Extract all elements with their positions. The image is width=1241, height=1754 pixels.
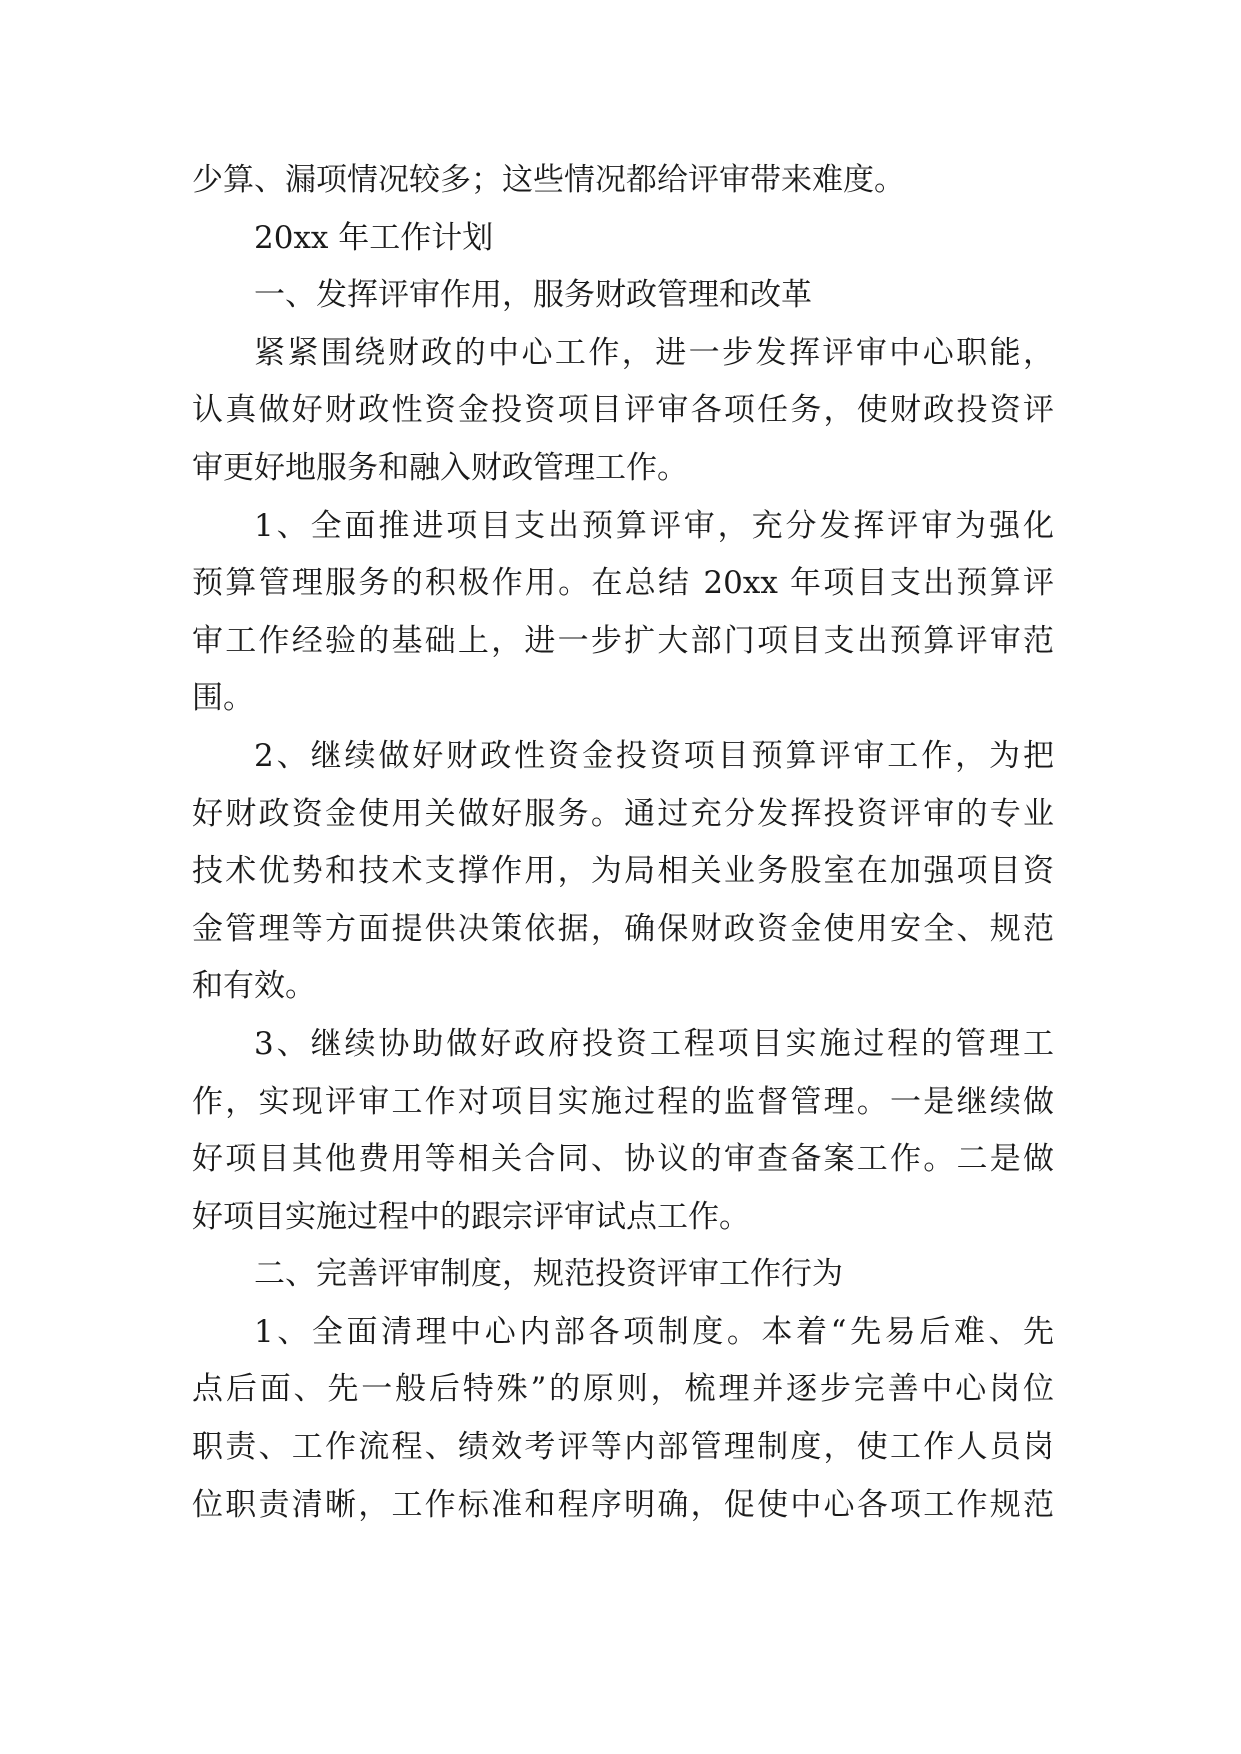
paragraph-line: 作，实现评审工作对项目实施过程的监督管理。一是继续做 xyxy=(192,1083,1054,1120)
paragraph-line: 1、全面推进项目支出预算评审，充分发挥评审为强化 xyxy=(254,507,1054,544)
document-body xyxy=(192,152,1054,1534)
section-heading: 一、发挥评审作用，服务财政管理和改革 xyxy=(254,277,812,314)
paragraph-line: 位职责清晰，工作标准和程序明确，促使中心各项工作规范 xyxy=(192,1486,1054,1523)
paragraph-line: 2、继续做好财政性资金投资项目预算评审工作，为把 xyxy=(254,737,1054,774)
paragraph-line: 好项目实施过程中的跟宗评审试点工作。 xyxy=(192,1198,750,1235)
section-heading: 二、完善评审制度，规范投资评审工作行为 xyxy=(254,1256,843,1293)
paragraph-line: 3、继续协助做好政府投资工程项目实施过程的管理工 xyxy=(254,1025,1054,1062)
paragraph-line: 认真做好财政性资金投资项目评审各项任务，使财政投资评 xyxy=(192,392,1054,429)
paragraph-line: 审更好地服务和融入财政管理工作。 xyxy=(192,449,688,486)
paragraph-line: 好财政资金使用关做好服务。通过充分发挥投资评审的专业 xyxy=(192,795,1054,832)
paragraph-line: 好项目其他费用等相关合同、协议的审查备案工作。二是做 xyxy=(192,1141,1054,1178)
paragraph-line: 少算、漏项情况较多；这些情况都给评审带来难度。 xyxy=(192,162,905,198)
paragraph-line: 预算管理服务的积极作用。在总结 20xx 年项目支出预算评 xyxy=(192,565,1054,602)
paragraph-line: 金管理等方面提供决策依据，确保财政资金使用安全、规范 xyxy=(192,910,1054,947)
paragraph-line: 和有效。 xyxy=(192,968,316,1005)
paragraph-line: 审工作经验的基础上，进一步扩大部门项目支出预算评审范 xyxy=(192,622,1054,659)
paragraph-line: 职责、工作流程、绩效考评等内部管理制度，使工作人员岗 xyxy=(192,1429,1054,1466)
paragraph-line: 技术优势和技术支撑作用，为局相关业务股室在加强项目资 xyxy=(192,853,1054,890)
paragraph-line: 点后面、先一般后特殊”的原则，梳理并逐步完善中心岗位 xyxy=(192,1371,1054,1408)
paragraph-line: 1、全面清理中心内部各项制度。本着“先易后难、先 xyxy=(254,1313,1054,1350)
paragraph-line: 紧紧围绕财政的中心工作，进一步发挥评审中心职能， xyxy=(254,334,1054,371)
section-heading: 20xx 年工作计划 xyxy=(254,219,494,256)
paragraph-line: 围。 xyxy=(192,680,254,717)
